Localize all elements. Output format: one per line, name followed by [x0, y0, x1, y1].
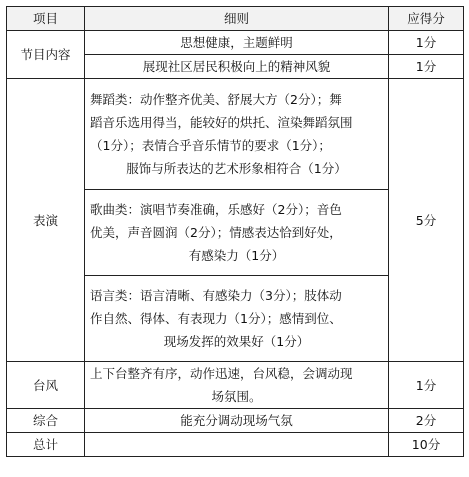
- category-total: 总计: [7, 433, 85, 457]
- table-header-row: [7, 7, 464, 31]
- detail-line: 优美，声音圆润（2分）；情感表达恰到好处，: [90, 225, 342, 240]
- detail-cell: [85, 433, 389, 457]
- detail-line: 上下台整齐有序，动作迅速，台风稳，会调动现: [90, 366, 353, 381]
- table-row: [7, 79, 464, 190]
- score-cell: 1分: [389, 55, 464, 79]
- table-row: [7, 409, 464, 433]
- category-performance: 表演: [7, 79, 85, 362]
- detail-song: [85, 190, 389, 276]
- table-row: [7, 362, 464, 409]
- score-performance: 5分: [389, 79, 464, 362]
- category-stage: 台风: [7, 362, 85, 409]
- header-detail: 细则: [85, 7, 389, 31]
- score-cell: 1分: [389, 362, 464, 409]
- score-cell: 1分: [389, 31, 464, 55]
- table-row: [7, 31, 464, 55]
- detail-line: 舞蹈类：动作整齐优美、舒展大方（2分）；舞: [90, 92, 342, 107]
- detail-cell: 思想健康，主题鲜明: [85, 31, 389, 55]
- detail-dance: [85, 79, 389, 190]
- category-program-content: 节目内容: [7, 31, 85, 79]
- detail-cell: 展现社区居民积极向上的精神风貌: [85, 55, 389, 79]
- detail-line: （1分）；表情合乎音乐情节的要求（1分）；: [90, 138, 331, 153]
- detail-line: 语言类：语言清晰、有感染力（3分）；肢体动: [90, 288, 342, 303]
- detail-language: [85, 276, 389, 362]
- detail-line: 有感染力（1分）: [188, 248, 285, 263]
- detail-line: 歌曲类：演唱节奏准确，乐感好（2分）；音色: [90, 202, 342, 217]
- detail-line: 作自然、得体、有表现力（1分）；感情到位、: [90, 311, 342, 326]
- detail-cell: 能充分调动现场气氛: [85, 409, 389, 433]
- scoring-rubric-table: [6, 6, 464, 457]
- header-item: 项目: [7, 7, 85, 31]
- detail-line: 蹈音乐选用得当，能较好的烘托、渲染舞蹈氛围: [90, 115, 353, 130]
- score-cell: 2分: [389, 409, 464, 433]
- category-overall: 综合: [7, 409, 85, 433]
- detail-line: 现场发挥的效果好（1分）: [163, 334, 310, 349]
- score-total: 10分: [389, 433, 464, 457]
- detail-stage: [85, 362, 389, 409]
- header-score: 应得分: [389, 7, 464, 31]
- detail-line: 服饰与所表达的艺术形象相符合（1分）: [126, 161, 347, 176]
- table-row: [7, 433, 464, 457]
- detail-line: 场氛围。: [211, 389, 262, 404]
